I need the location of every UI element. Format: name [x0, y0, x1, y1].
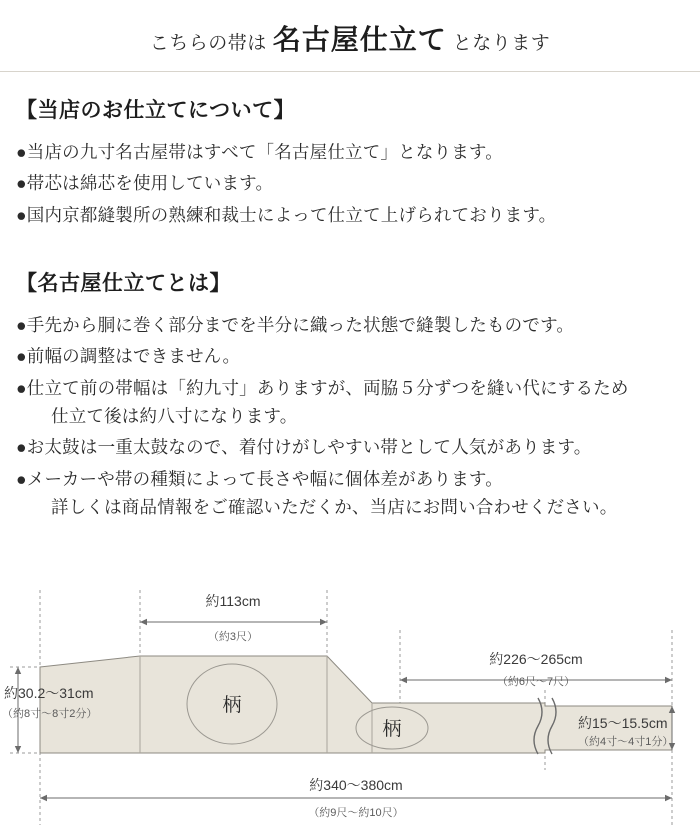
- arrow-head: [40, 795, 47, 801]
- list-item: ●当店の九寸名古屋帯はすべて「名古屋仕立て」となります。: [16, 142, 503, 162]
- dim-label-right-sub: （約6尺〜7尺）: [496, 676, 576, 688]
- dim-label-right-main: 約226〜265cm: [489, 651, 583, 667]
- dim-label-right-width-sub: （約4寸〜4寸1分）: [578, 736, 674, 748]
- list-item-subline: 仕立て後は約八寸になります。: [51, 406, 298, 427]
- arrow-head: [140, 619, 147, 625]
- list-item: [16, 374, 684, 431]
- list-item: ●前幅の調整はできません。: [16, 346, 241, 367]
- pattern-label-small: 柄: [382, 719, 402, 740]
- dim-label-left-width-main: 約30.2〜31cm: [4, 685, 94, 701]
- dim-label-top-main: 約113cm: [205, 593, 261, 609]
- dim-label-top-sub: （約3尺）: [207, 631, 259, 643]
- dim-label-left-width-sub: （約8寸〜8寸2分）: [2, 708, 98, 720]
- header-prefix: こちらの帯は: [149, 32, 267, 54]
- dim-label-total-main: 約340〜380cm: [309, 777, 403, 793]
- list-item: ●帯芯は綿芯を使用しています。: [16, 173, 274, 194]
- arrow-head: [320, 619, 327, 625]
- pattern-label-large: 柄: [222, 695, 242, 716]
- section-about-tailoring: [16, 94, 684, 229]
- header-title-line: [150, 18, 551, 58]
- arrow-head: [400, 677, 407, 683]
- dim-label-total-sub: （約9尺〜約10尺）: [308, 807, 404, 819]
- header-emphasis: 名古屋仕立て: [272, 24, 447, 56]
- header-suffix: となります: [452, 32, 551, 54]
- section-title: 【名古屋仕立てとは】: [16, 271, 231, 296]
- list-item: ●手先から胴に巻く部分までを半分に織った状態で縫製したものです。: [16, 315, 575, 336]
- section-what-is-nagoya: [16, 267, 684, 521]
- bullet-list: [16, 138, 684, 229]
- arrow-head: [665, 795, 672, 801]
- arrow-head: [15, 667, 21, 674]
- page-header: [0, 0, 700, 72]
- obi-dimension-diagram: [0, 570, 700, 840]
- arrow-head: [665, 677, 672, 683]
- list-item: [16, 465, 684, 522]
- dim-label-right-width-main: 約15〜15.5cm: [578, 715, 668, 731]
- list-item-subline: 詳しくは商品情報をご確認いただくか、当店にお問い合わせください。: [51, 497, 618, 518]
- arrow-head: [15, 746, 21, 753]
- list-item-text: ●仕立て前の帯幅は「約九寸」ありますが、両脇５分ずつを縫い代にするため: [16, 377, 629, 398]
- bullet-list: [16, 311, 684, 521]
- list-item: ●お太鼓は一重太鼓なので、着付けがしやすい帯として人気があります。: [16, 437, 592, 458]
- content-area: [0, 72, 700, 521]
- list-item-text: ●メーカーや帯の種類によって長さや幅に個体差があります。: [16, 468, 503, 489]
- section-title: 【当店のお仕立てについて】: [16, 98, 296, 122]
- list-item: ●国内京都縫製所の熟練和裁士によって仕立て上げられております。: [16, 204, 557, 225]
